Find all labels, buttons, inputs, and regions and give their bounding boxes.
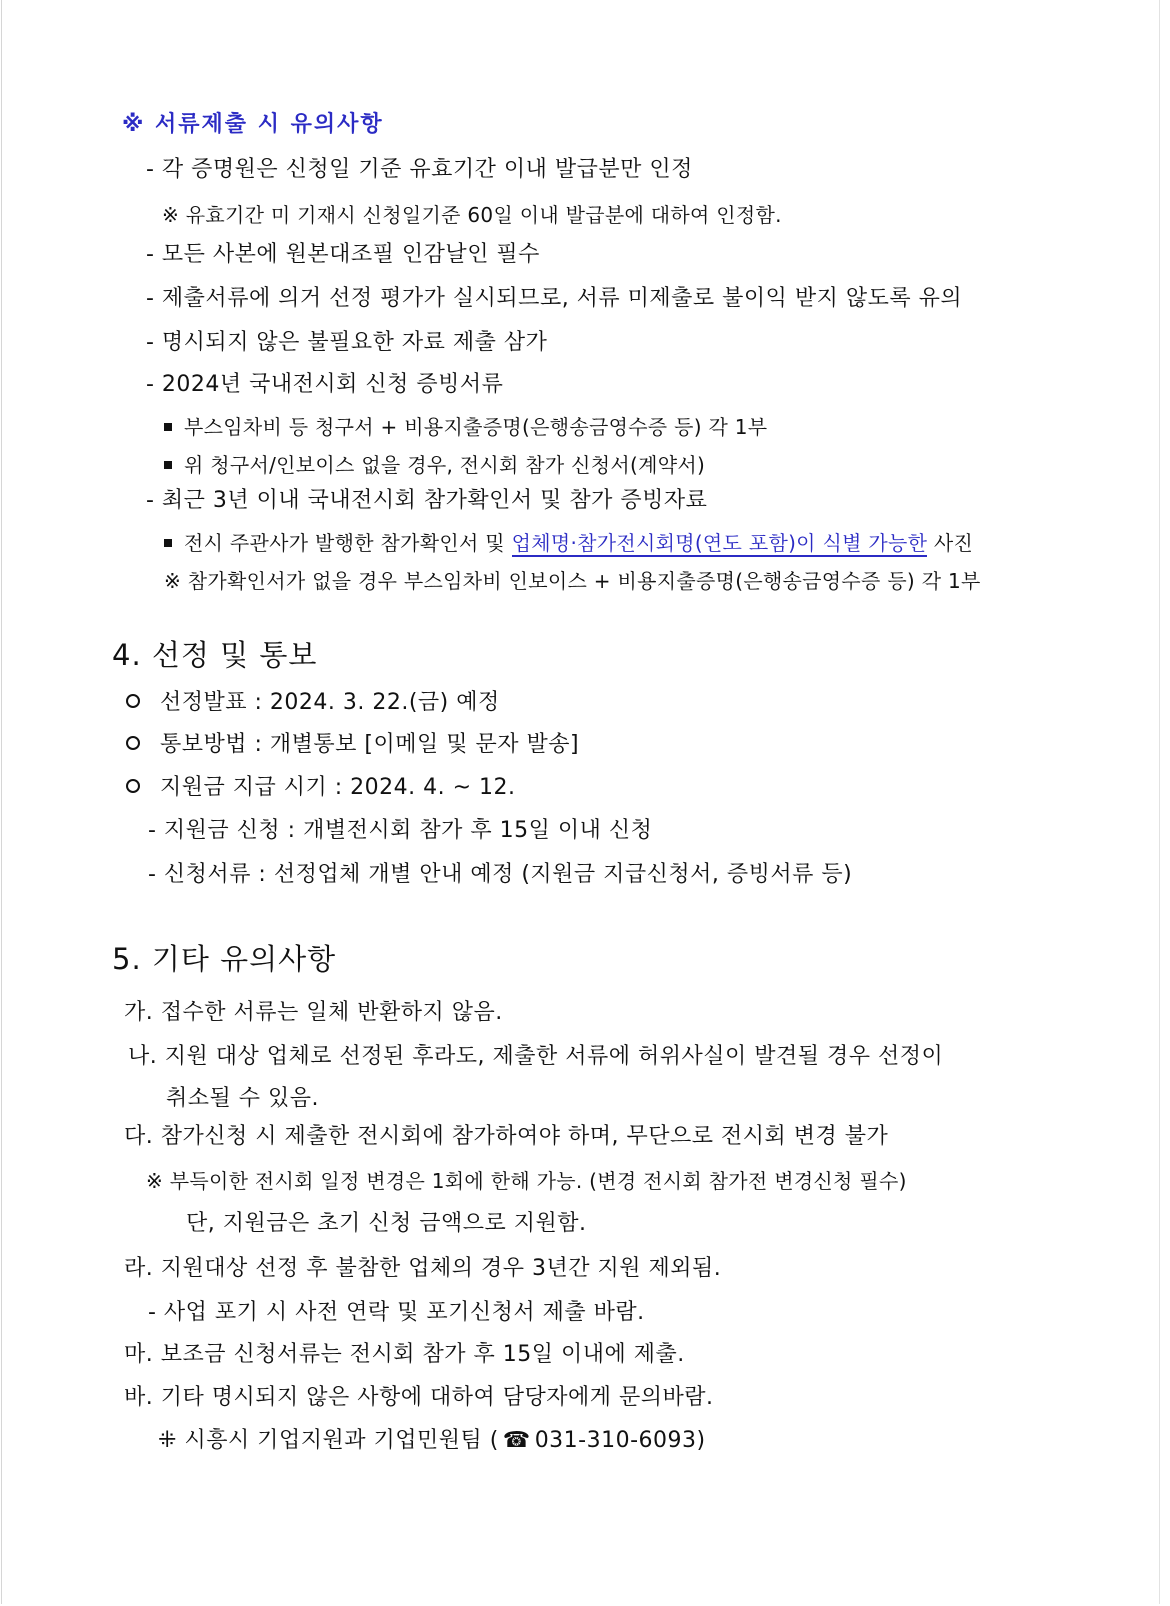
notice-item: - 각 증명원은 신청일 기준 유효기간 이내 발급분만 인정 <box>146 157 693 182</box>
section5-ra-sub: - 사업 포기 시 사전 연락 및 포기신청서 제출 바람. <box>148 1300 645 1325</box>
section4-sub-item: - 신청서류 : 선정업체 개별 안내 예정 (지원금 지급신청서, 증빙서류 등) <box>148 862 853 887</box>
proof-item-text: 부스임차비 등 청구서 + 비용지출증명(은행송금영수증 등) 각 1부 <box>184 415 768 439</box>
proof-item <box>164 450 705 480</box>
contact-phone: 031-310-6093) <box>534 1428 706 1453</box>
section4-item-text: 지원금 지급 시기 : 2024. 4. ~ 12. <box>160 775 516 800</box>
section4-item <box>126 773 516 803</box>
section5-item-na-cont: 취소될 수 있음. <box>166 1086 319 1111</box>
notice-item: - 제출서류에 의거 선정 평가가 실시되므로, 서류 미제출로 불이익 받지 않도록 유의 <box>146 286 963 311</box>
section4-item-text: 선정발표 : 2024. 3. 22.(금) 예정 <box>160 690 500 715</box>
notice-note: ※ 유효기간 미 기재시 신청일기준 60일 이내 발급분에 대하여 인정함. <box>162 203 782 227</box>
section5-item-na: 나. 지원 대상 업체로 선정된 후라도, 제출한 서류에 허위사실이 발견될 경우 선정이 <box>128 1044 944 1069</box>
section5-da-note: ※ 부득이한 전시회 일정 변경은 1회에 한해 가능. (변경 전시회 참가전 변경신청 필수) <box>146 1169 907 1193</box>
recent-item-link[interactable]: 업체명·참가전시회명(연도 포함)이 식별 가능한 <box>511 531 928 555</box>
circle-bullet-icon <box>126 694 140 708</box>
square-bullet-icon <box>164 423 172 431</box>
proof-item-text: 위 청구서/인보이스 없을 경우, 전시회 참가 신청서(계약서) <box>184 453 706 477</box>
section4-item <box>126 730 579 760</box>
proof-item <box>164 412 767 442</box>
recent-item <box>164 528 973 558</box>
section5-item-da: 다. 참가신청 시 제출한 전시회에 참가하여야 하며, 무단으로 전시회 변경 불가 <box>124 1124 889 1149</box>
section4-heading: 4. 선정 및 통보 <box>112 638 318 672</box>
circle-bullet-icon <box>126 736 140 750</box>
notice-title: ※ 서류제출 시 유의사항 <box>122 112 384 137</box>
recent-title: - 최근 3년 이내 국내전시회 참가확인서 및 참가 증빙자료 <box>146 488 708 513</box>
recent-item-prefix: 전시 주관사가 발행한 참가확인서 및 <box>184 531 512 555</box>
section5-item-ba: 바. 기타 명시되지 않은 사항에 대하여 담당자에게 문의바람. <box>124 1385 714 1410</box>
section4-sub-item: - 지원금 신청 : 개별전시회 참가 후 15일 이내 신청 <box>148 818 653 843</box>
notice-item: - 명시되지 않은 불필요한 자료 제출 삼가 <box>146 330 548 355</box>
section5-item-ga: 가. 접수한 서류는 일체 반환하지 않음. <box>124 1000 503 1025</box>
section5-item-ma: 마. 보조금 신청서류는 전시회 참가 후 15일 이내에 제출. <box>124 1342 685 1367</box>
section4-item <box>126 688 500 718</box>
contact-line <box>158 1426 706 1456</box>
section5-heading: 5. 기타 유의사항 <box>112 942 337 976</box>
recent-item-suffix: 사진 <box>927 531 974 555</box>
recent-note: ※ 참가확인서가 없을 경우 부스임차비 인보이스 + 비용지출증명(은행송금영수증 등) 각 1부 <box>164 569 981 593</box>
section5-da-note-cont: 단, 지원금은 초기 신청 금액으로 지원함. <box>186 1211 587 1236</box>
square-bullet-icon <box>164 539 172 547</box>
notice-item: - 2024년 국내전시회 신청 증빙서류 <box>146 372 504 397</box>
phone-icon: ☎ <box>502 1428 531 1453</box>
section5-item-ra: 라. 지원대상 선정 후 불참한 업체의 경우 3년간 지원 제외됨. <box>124 1256 722 1281</box>
asterism-icon: ⁜ <box>158 1428 177 1453</box>
contact-org: 시흥시 기업지원과 기업민원팀 ( <box>184 1428 499 1453</box>
circle-bullet-icon <box>126 779 140 793</box>
square-bullet-icon <box>164 461 172 469</box>
section4-item-text: 통보방법 : 개별통보 [이메일 및 문자 발송] <box>160 732 580 757</box>
notice-item: - 모든 사본에 원본대조필 인감날인 필수 <box>146 242 540 267</box>
